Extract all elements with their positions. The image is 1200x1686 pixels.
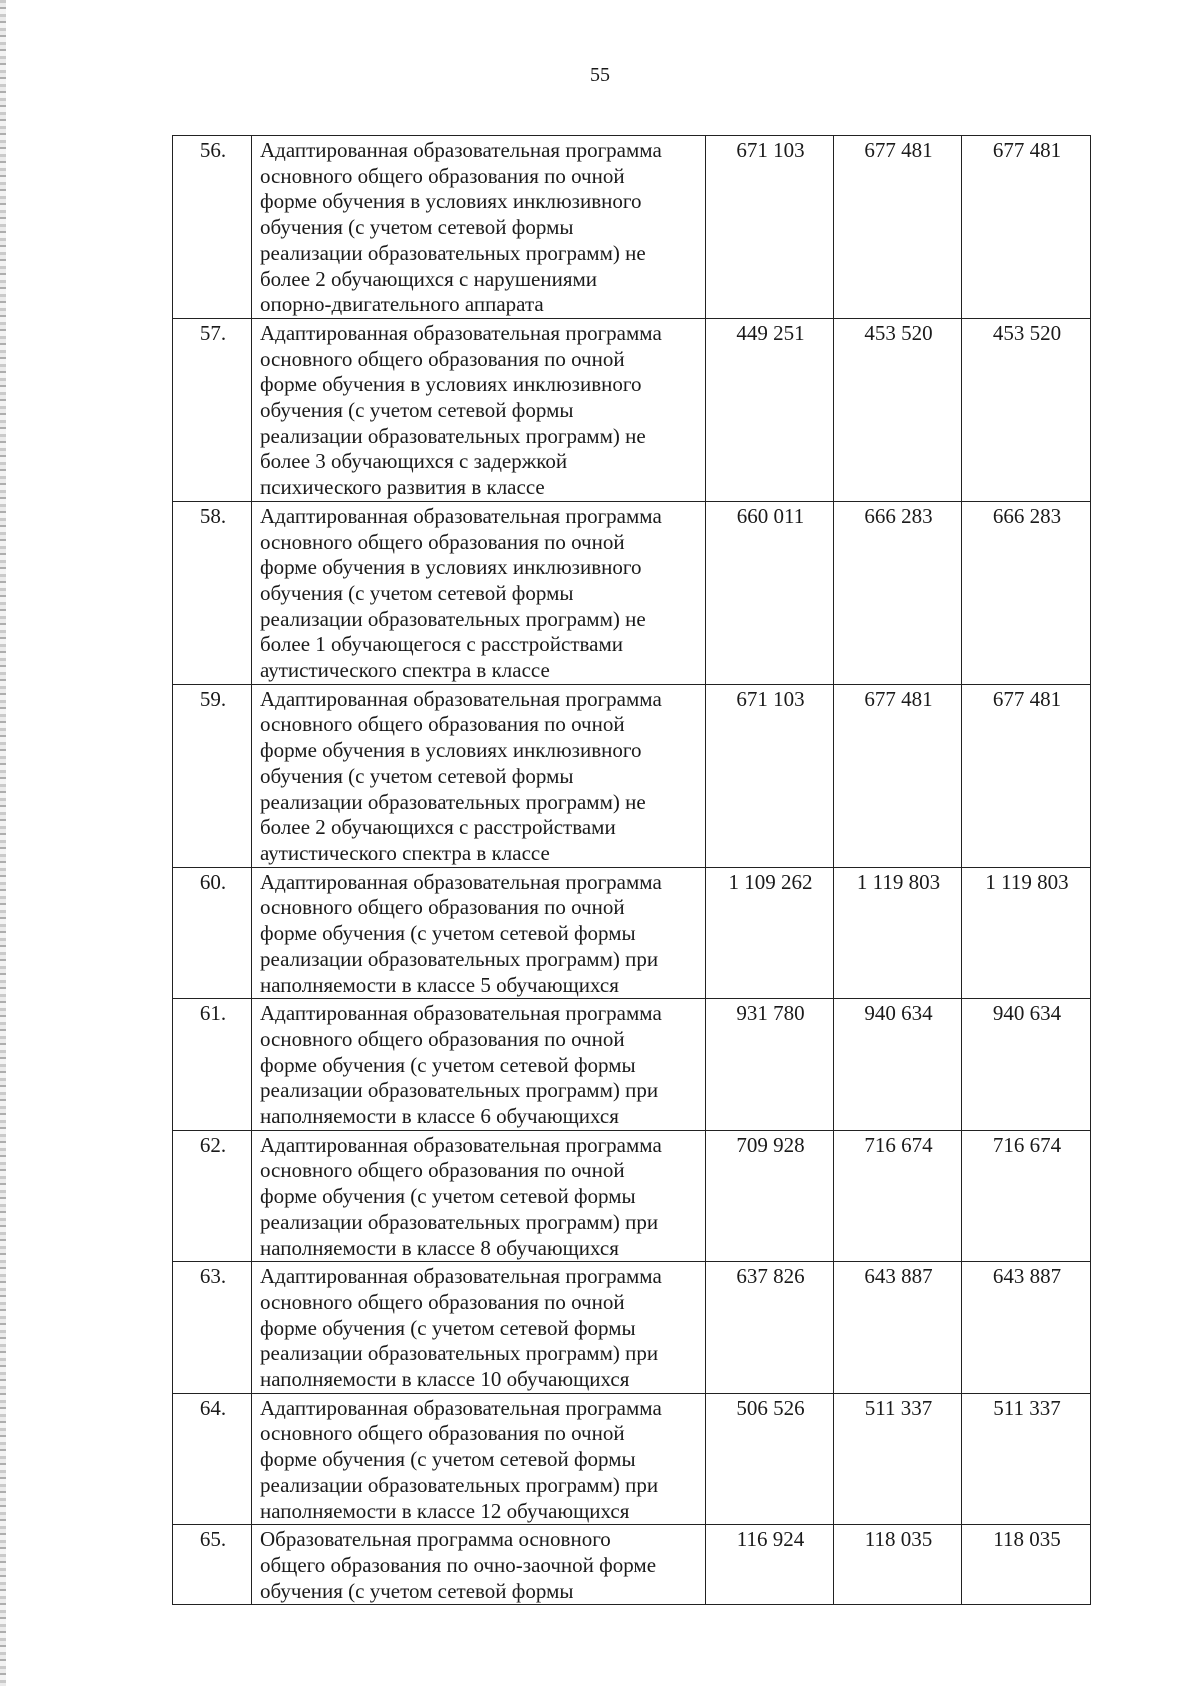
cost-value-year-3: 677 481	[962, 136, 1091, 319]
description-line: основного общего образования по очной	[260, 1026, 625, 1051]
description-line: обучения (с учетом сетевой формы	[260, 763, 574, 788]
cost-value-year-2: 940 634	[834, 999, 962, 1131]
description-line: форме обучения в условиях инклюзивного	[260, 372, 642, 397]
row-number: 57.	[173, 318, 252, 501]
cost-value-year-3: 716 674	[962, 1130, 1091, 1262]
description-line: Адаптированная образовательная программа	[260, 1132, 662, 1157]
description-line: реализации образовательных программ) не	[260, 240, 646, 265]
description-line: форме обучения (с учетом сетевой формы	[260, 1315, 636, 1340]
row-number: 56.	[173, 136, 252, 319]
program-description	[252, 1130, 706, 1262]
description-line: Адаптированная образовательная программа	[260, 1001, 662, 1026]
description-line: аутистического спектра в классе	[260, 840, 550, 865]
table-row	[173, 501, 1091, 684]
description-line: обучения (с учетом сетевой формы	[260, 580, 574, 605]
cost-value-year-2: 118 035	[834, 1525, 962, 1605]
program-description	[252, 867, 706, 999]
program-description	[252, 136, 706, 319]
description-line: форме обучения (с учетом сетевой формы	[260, 1184, 636, 1209]
description-line: обучения (с учетом сетевой формы	[260, 398, 574, 423]
description-line: Адаптированная образовательная программа	[260, 503, 662, 528]
description-line: аутистического спектра в классе	[260, 658, 550, 683]
program-description	[252, 1525, 706, 1605]
description-line: основного общего образования по очной	[260, 1421, 625, 1446]
cost-value-year-2: 716 674	[834, 1130, 962, 1262]
table-row	[173, 1393, 1091, 1525]
description-line: опорно-двигательного аппарата	[260, 292, 544, 317]
cost-value-year-2: 1 119 803	[834, 867, 962, 999]
description-line: форме обучения в условиях инклюзивного	[260, 189, 642, 214]
description-line: реализации образовательных программ) не	[260, 423, 646, 448]
description-line: форме обучения (с учетом сетевой формы	[260, 1447, 636, 1472]
table-row	[173, 318, 1091, 501]
description-line: психического развития в классе	[260, 475, 545, 500]
cost-value-year-2: 677 481	[834, 684, 962, 867]
description-line: основного общего образования по очной	[260, 346, 625, 371]
description-line: более 2 обучающихся с нарушениями	[260, 266, 598, 291]
program-description	[252, 684, 706, 867]
description-line: основного общего образования по очной	[260, 529, 625, 554]
description-line: наполняемости в классе 10 обучающихся	[260, 1367, 630, 1392]
description-line: Адаптированная образовательная программа	[260, 686, 662, 711]
description-line: реализации образовательных программ) при	[260, 1209, 659, 1234]
description-line: реализации образовательных программ) при	[260, 946, 659, 971]
cost-value-year-1: 637 826	[706, 1262, 834, 1394]
cost-value-year-3: 643 887	[962, 1262, 1091, 1394]
table-row	[173, 1262, 1091, 1394]
program-description	[252, 1393, 706, 1525]
description-line: Адаптированная образовательная программа	[260, 138, 662, 162]
row-number: 59.	[173, 684, 252, 867]
program-description	[252, 501, 706, 684]
scan-edge-artifact	[0, 0, 6, 1686]
table-row	[173, 136, 1091, 319]
table-row	[173, 867, 1091, 999]
table-body	[173, 136, 1091, 1605]
row-number: 63.	[173, 1262, 252, 1394]
cost-value-year-1: 671 103	[706, 136, 834, 319]
table-row	[173, 1130, 1091, 1262]
description-line: Адаптированная образовательная программа	[260, 1264, 662, 1289]
table-row	[173, 999, 1091, 1131]
description-line: Адаптированная образовательная программа	[260, 1395, 662, 1420]
row-number: 65.	[173, 1525, 252, 1605]
cost-value-year-2: 677 481	[834, 136, 962, 319]
description-line: более 1 обучающегося с расстройствами	[260, 632, 624, 657]
cost-value-year-1: 931 780	[706, 999, 834, 1131]
description-line: основного общего образования по очной	[260, 1158, 625, 1183]
row-number: 58.	[173, 501, 252, 684]
cost-value-year-1: 116 924	[706, 1525, 834, 1605]
cost-value-year-2: 511 337	[834, 1393, 962, 1525]
cost-value-year-3: 666 283	[962, 501, 1091, 684]
program-description	[252, 318, 706, 501]
description-line: более 2 обучающихся с расстройствами	[260, 815, 616, 840]
description-line: основного общего образования по очной	[260, 1289, 625, 1314]
description-line: основного общего образования по очной	[260, 712, 625, 737]
description-line: реализации образовательных программ) не	[260, 789, 646, 814]
description-line: реализации образовательных программ) не	[260, 606, 646, 631]
description-line: реализации образовательных программ) при	[260, 1078, 659, 1103]
description-line: форме обучения в условиях инклюзивного	[260, 555, 642, 580]
cost-value-year-1: 660 011	[706, 501, 834, 684]
description-line: Образовательная программа основного	[260, 1527, 611, 1552]
cost-value-year-3: 453 520	[962, 318, 1091, 501]
program-description	[252, 999, 706, 1131]
cost-value-year-3: 1 119 803	[962, 867, 1091, 999]
cost-value-year-2: 453 520	[834, 318, 962, 501]
program-description	[252, 1262, 706, 1394]
table-row	[173, 1525, 1091, 1605]
description-line: Адаптированная образовательная программа	[260, 320, 662, 345]
row-number: 61.	[173, 999, 252, 1131]
description-line: более 3 обучающихся с задержкой	[260, 449, 568, 474]
description-line: наполняемости в классе 8 обучающихся	[260, 1235, 619, 1260]
cost-value-year-3: 940 634	[962, 999, 1091, 1131]
cost-value-year-1: 671 103	[706, 684, 834, 867]
row-number: 62.	[173, 1130, 252, 1262]
description-line: обучения (с учетом сетевой формы	[260, 1578, 574, 1603]
description-line: реализации образовательных программ) при	[260, 1472, 659, 1497]
description-line: основного общего образования по очной	[260, 163, 625, 188]
description-line: основного общего образования по очной	[260, 895, 625, 920]
cost-value-year-2: 666 283	[834, 501, 962, 684]
description-line: обучения (с учетом сетевой формы	[260, 215, 574, 240]
cost-value-year-1: 506 526	[706, 1393, 834, 1525]
description-line: наполняемости в классе 5 обучающихся	[260, 972, 619, 997]
cost-value-year-3: 677 481	[962, 684, 1091, 867]
description-line: общего образования по очно-заочной форме	[260, 1552, 657, 1577]
description-line: наполняемости в классе 6 обучающихся	[260, 1104, 619, 1129]
cost-value-year-1: 709 928	[706, 1130, 834, 1262]
cost-value-year-1: 449 251	[706, 318, 834, 501]
cost-table	[172, 135, 1091, 1605]
cost-value-year-2: 643 887	[834, 1262, 962, 1394]
table-row	[173, 684, 1091, 867]
description-line: наполняемости в классе 12 обучающихся	[260, 1498, 630, 1523]
description-line: форме обучения (с учетом сетевой формы	[260, 921, 636, 946]
description-line: Адаптированная образовательная программа	[260, 869, 662, 894]
description-line: форме обучения (с учетом сетевой формы	[260, 1052, 636, 1077]
cost-value-year-3: 118 035	[962, 1525, 1091, 1605]
cost-value-year-1: 1 109 262	[706, 867, 834, 999]
description-line: реализации образовательных программ) при	[260, 1341, 659, 1366]
description-line: форме обучения в условиях инклюзивного	[260, 738, 642, 763]
row-number: 64.	[173, 1393, 252, 1525]
cost-value-year-3: 511 337	[962, 1393, 1091, 1525]
row-number: 60.	[173, 867, 252, 999]
page-number: 55	[590, 64, 610, 86]
